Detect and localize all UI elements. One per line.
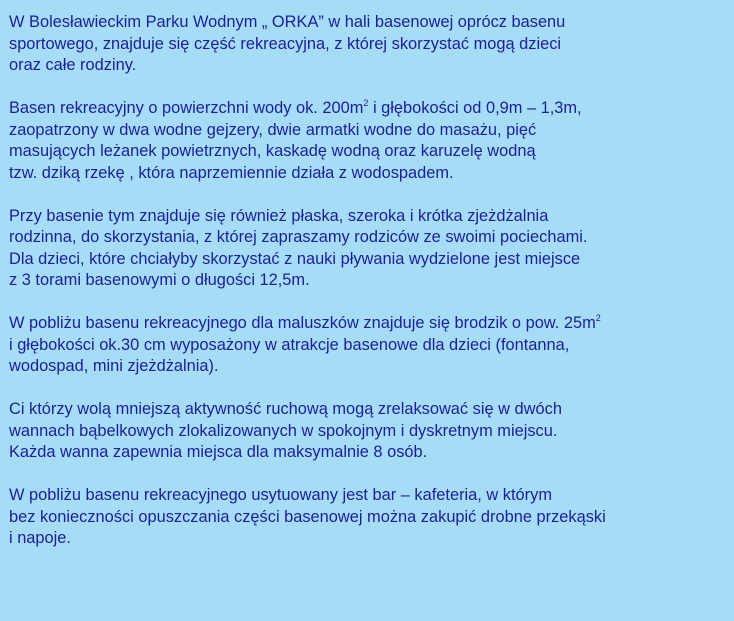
paragraph-intro [9, 12, 726, 77]
text-line: Ci którzy wolą mniejszą aktywność ruchową mogą zrelaksować się w dwóch [9, 400, 562, 418]
text-segment: Basen rekreacyjny o powierzchni wody ok. 200m [9, 99, 364, 117]
text-line [9, 313, 726, 335]
text-line: Przy basenie tym znajduje się również płaska, szeroka i krótka zjeżdżalnia [9, 206, 549, 225]
superscript: 2 [363, 98, 369, 108]
text-line: W Bolesławieckim Parku Wodnym „ ORKA” w hali basenowej oprócz basenu [9, 13, 566, 31]
text-line [9, 98, 726, 120]
paragraph-slide [9, 206, 726, 292]
paragraph-whirlpools [9, 399, 726, 464]
text-line: i głębokości ok.30 cm wyposażony w atrakcje basenowe dla dzieci (fontanna, [9, 335, 570, 354]
superscript: 2 [595, 313, 601, 323]
text-line: Dla dzieci, które chciałyby skorzystać z nauki pływania wydzielone jest miejsce [9, 249, 581, 268]
paragraph-kids-pool [9, 313, 726, 378]
text-line: wodospad, mini zjeżdżalnia). [9, 357, 219, 375]
text-line: wannach bąbelkowych zlokalizowanych w spokojnym i dyskretnym miejscu. [9, 421, 558, 440]
text-line: masujących leżanek powietrznych, kaskadę wodną oraz karuzelę wodną [9, 142, 536, 160]
text-segment: W pobliżu basenu rekreacyjnego dla maluszków znajduje się brodzik o pow. 25m [9, 314, 596, 332]
paragraph-recreation-pool [9, 98, 726, 184]
text-segment: i głębokości od 0,9m – 1,3m, [368, 99, 582, 117]
text-line: oraz całe rodziny. [9, 56, 137, 74]
text-line: bez konieczności opuszczania części basenowej można zakupić drobne przekąski [9, 507, 606, 526]
text-line: W pobliżu basenu rekreacyjnego usytuowany jest bar – kafeteria, w którym [9, 486, 552, 504]
paragraph-cafeteria [9, 485, 726, 550]
text-line: sportowego, znajduje się część rekreacyjna, z której skorzystać mogą dzieci [9, 34, 562, 53]
text-line: Każda wanna zapewnia miejsca dla maksymalnie 8 osób. [9, 443, 428, 461]
text-line: z 3 torami basenowymi o długości 12,5m. [9, 271, 310, 289]
text-line: rodzinna, do skorzystania, z której zapraszamy rodziców ze swoimi pociechami. [9, 228, 588, 246]
text-line: tzw. dziką rzekę , która naprzemiennie działa z wodospadem. [9, 163, 454, 182]
text-line: zaopatrzony w dwa wodne gejzery, dwie armatki wodne do masażu, pięć [9, 120, 537, 139]
text-line: i napoje. [9, 529, 71, 547]
